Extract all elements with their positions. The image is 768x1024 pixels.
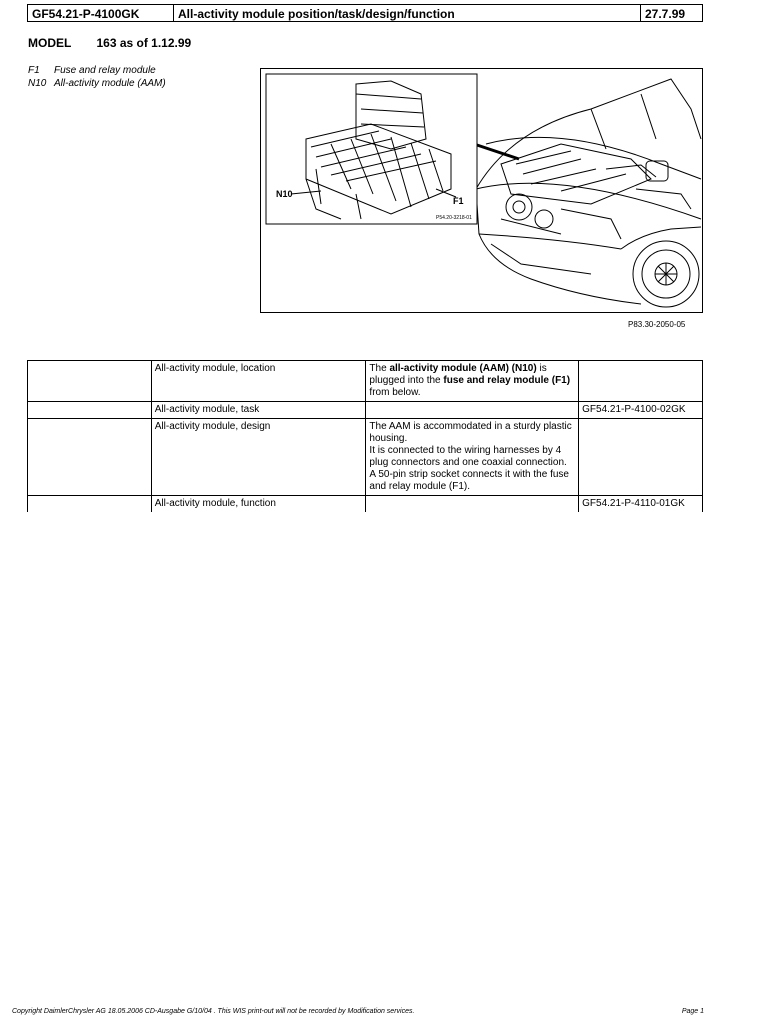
document-header: [27, 4, 703, 22]
figure-reference: P83.30-2050-05: [628, 320, 686, 329]
table-cell-reference: [579, 419, 703, 496]
table-cell-empty: [28, 496, 152, 513]
table-cell-empty: [28, 361, 152, 402]
inset-frame: [266, 74, 477, 224]
table-row: [28, 496, 703, 513]
engine-bay-illustration: [260, 68, 703, 313]
table-cell-text: [366, 402, 579, 419]
text-suffix: from below.: [369, 387, 421, 398]
text-prefix: The: [369, 363, 390, 374]
page-number: Page 1: [681, 1008, 704, 1015]
text-middle: is plugged into the: [369, 363, 547, 386]
table-cell-empty: [28, 402, 152, 419]
text-bold-aam: all-activity module (AAM) (N10): [389, 363, 537, 374]
table-cell-text: [366, 361, 579, 402]
design-line: The AAM is accommodated in a sturdy plastic housing.: [369, 421, 572, 444]
table-row: [28, 419, 703, 496]
copyright-footer: Copyright DaimlerChrysler AG 18.05.2006 CD-Ausgabe G/10/04 . This WIS print-out will not be recorded by Modification services.: [12, 1008, 415, 1015]
document-id: GF54.21-P-4100GK: [28, 5, 174, 21]
legend-item: [28, 77, 166, 90]
illustration-drawing: [261, 69, 704, 314]
table-cell-reference[interactable]: GF54.21-P-4100-02GK: [579, 402, 703, 419]
table-cell-empty: [28, 419, 152, 496]
design-line: A 50-pin strip socket connects it with the fuse and relay module (F1).: [369, 469, 569, 492]
table-row: [28, 361, 703, 402]
table-cell-reference[interactable]: GF54.21-P-4110-01GK: [579, 496, 703, 513]
legend-code: F1: [28, 65, 40, 76]
table-cell-subject: All-activity module, location: [151, 361, 366, 402]
legend-text: All-activity module (AAM): [54, 78, 166, 89]
design-line: It is connected to the wiring harnesses by 4 plug connectors and one coaxial connection.: [369, 445, 567, 468]
inset-label-f1: F1: [453, 196, 464, 206]
table-cell-subject: All-activity module, design: [151, 419, 366, 496]
inset-reference: P54.20-3218-01: [436, 215, 472, 221]
legend-code: N10: [28, 78, 47, 89]
info-table: [27, 360, 703, 512]
legend-item: [28, 64, 166, 77]
inset-label-n10: N10: [276, 189, 293, 199]
vehicle-outline: [476, 79, 701, 307]
pointer-line: [477, 145, 519, 159]
legend-text: Fuse and relay module: [54, 65, 156, 76]
model-label: MODEL: [28, 36, 72, 50]
table-cell-subject: All-activity module, function: [151, 496, 366, 513]
table-row: [28, 402, 703, 419]
table-cell-subject: All-activity module, task: [151, 402, 366, 419]
legend: [28, 64, 166, 90]
document-title: All-activity module position/task/design/function: [174, 5, 641, 21]
table-cell-text: [366, 496, 579, 513]
model-line: [28, 36, 191, 50]
table-cell-text: [366, 419, 579, 496]
text-bold-f1: fuse and relay module (F1): [443, 375, 571, 386]
document-date: 27.7.99: [645, 7, 686, 21]
model-value: 163 as of 1.12.99: [96, 36, 192, 50]
table-cell-reference: [579, 361, 703, 402]
